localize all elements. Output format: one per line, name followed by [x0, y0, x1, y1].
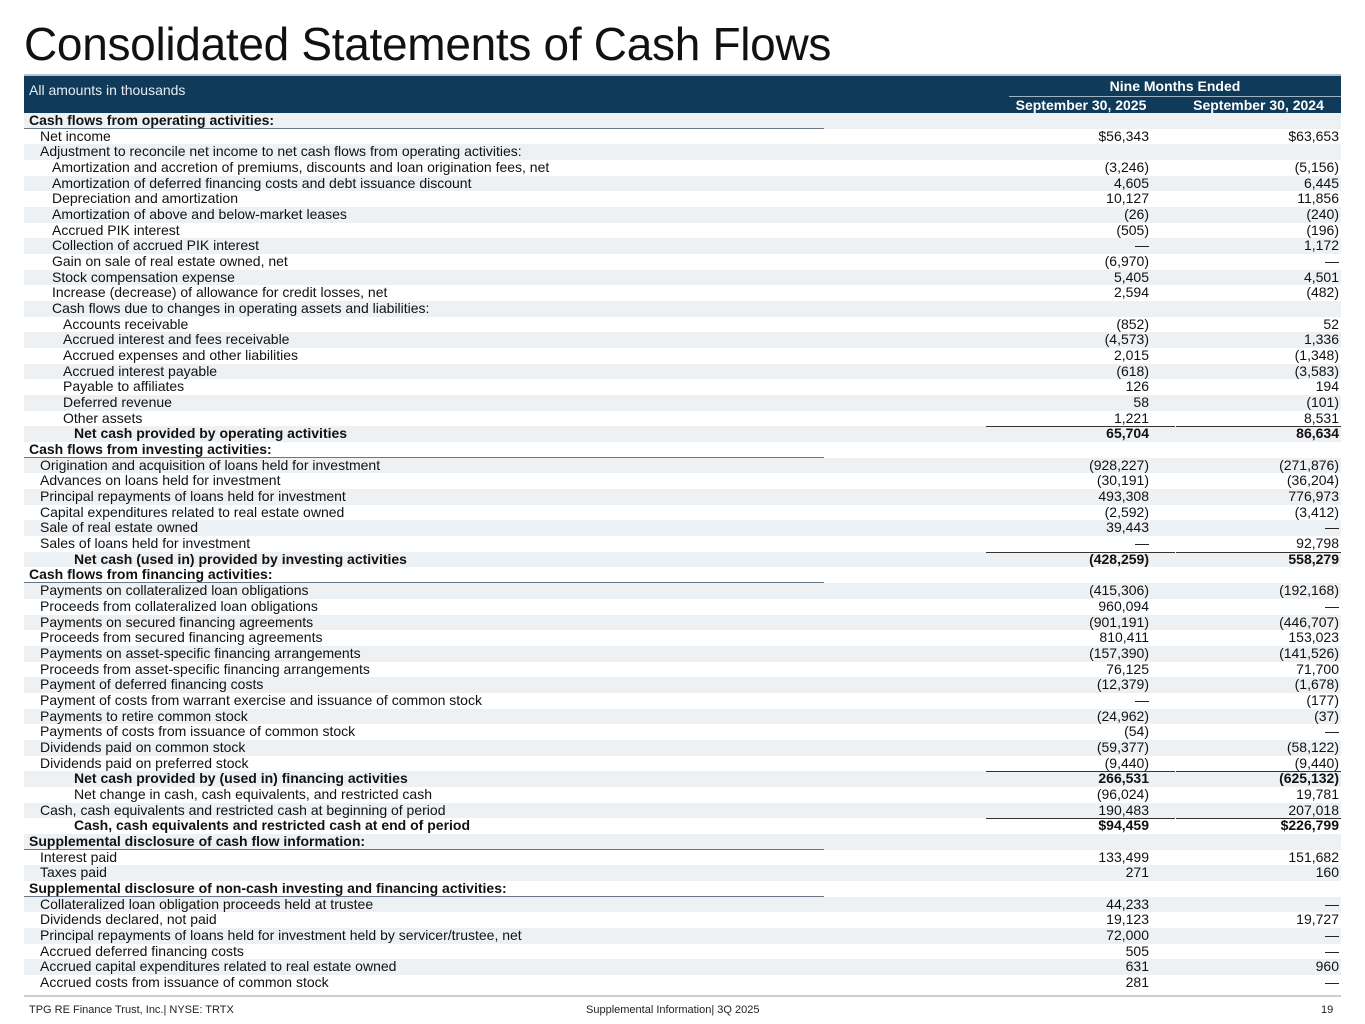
value-2025: (12,379) [1096, 676, 1149, 693]
table-row [24, 520, 1341, 536]
row-label: Cash flows from investing activities: [29, 441, 272, 458]
row-label: Proceeds from collateralized loan obligations [40, 597, 318, 614]
table-header [24, 74, 1341, 115]
value-2024: 71,700 [1296, 660, 1339, 677]
value-2025: (26) [1124, 206, 1149, 223]
value-2024: (192,168) [1279, 582, 1339, 599]
total-row [24, 426, 1341, 442]
value-2025: 126 [1125, 378, 1149, 395]
value-2025: (928,227) [1089, 456, 1149, 473]
row-label: Cash, cash equivalents and restricted cash at end of period [74, 817, 471, 834]
value-2024: (196) [1306, 221, 1339, 238]
value-2024: $63,653 [1288, 127, 1339, 144]
row-label: Taxes paid [40, 864, 107, 881]
row-label: Principal repayments of loans held for investment [40, 488, 346, 505]
table-row [24, 332, 1341, 348]
value-2025: 266,531 [986, 771, 1149, 787]
value-2024: 151,682 [1288, 848, 1339, 865]
table-row [24, 975, 1341, 991]
row-label: Net change in cash, cash equivalents, and restricted cash [74, 785, 432, 802]
row-label: Supplemental disclosure of non-cash investing and financing activities: [29, 879, 507, 896]
table-row [24, 724, 1341, 740]
value-2025: (157,390) [1089, 644, 1149, 661]
table-row [24, 317, 1341, 333]
row-label: Payments on secured financing agreements [40, 613, 314, 630]
table-row [24, 489, 1341, 505]
value-2025: (30,191) [1096, 472, 1149, 489]
row-label: Accrued interest and fees receivable [63, 331, 290, 348]
value-2024: 207,018 [1288, 801, 1339, 818]
value-2025: 810,411 [1099, 629, 1149, 646]
table-row [24, 740, 1341, 756]
table-row [24, 630, 1341, 646]
value-2025: 39,443 [1106, 519, 1149, 536]
row-label: Deferred revenue [63, 394, 172, 411]
table-row [24, 458, 1341, 474]
value-2025: 10,127 [1106, 190, 1149, 207]
value-2024: 52 [1323, 315, 1339, 332]
row-label: Payments on collateralized loan obligations [40, 582, 309, 599]
table-row [24, 803, 1341, 819]
table-row [24, 238, 1341, 254]
row-label: Capital expenditures related to real estate owned [40, 503, 345, 520]
table-row [24, 395, 1341, 411]
column-header-2025: September 30, 2025 [1015, 97, 1147, 113]
value-2025: 19,123 [1106, 911, 1149, 928]
value-2025: $56,343 [1098, 127, 1149, 144]
value-2024: (625,132) [1176, 771, 1339, 787]
value-2024: (3,412) [1294, 503, 1339, 520]
table-row [24, 160, 1341, 176]
row-label: Payment of deferred financing costs [40, 676, 264, 693]
footer-divider [24, 995, 1341, 997]
row-label: Net cash provided by (used in) financing activities [74, 770, 408, 787]
value-2024: (1,348) [1294, 347, 1339, 364]
row-label: Accounts receivable [63, 315, 189, 332]
section-header-row [24, 113, 1341, 129]
value-2024: 1,336 [1303, 331, 1339, 348]
value-2024: 6,445 [1303, 174, 1339, 191]
table-row [24, 599, 1341, 615]
table-row [24, 505, 1341, 521]
table-row [24, 583, 1341, 599]
value-2024: 86,634 [1176, 426, 1339, 442]
row-label: Origination and acquisition of loans held for investment [40, 456, 381, 473]
value-2025: (428,259) [986, 552, 1149, 568]
value-2024: 4,501 [1303, 268, 1339, 285]
value-2024: (58,122) [1286, 738, 1339, 755]
table-row [24, 677, 1341, 693]
value-2025: 44,233 [1106, 895, 1149, 912]
amounts-note: All amounts in thousands [29, 82, 186, 98]
value-2024: 19,727 [1296, 911, 1339, 928]
table-row [24, 301, 1341, 317]
value-2024: 92,798 [1296, 535, 1339, 552]
table-row [24, 912, 1341, 928]
row-label: Dividends paid on preferred stock [40, 754, 249, 771]
row-label: Proceeds from secured financing agreements [40, 629, 323, 646]
value-2024: 960 [1315, 958, 1339, 975]
value-2025: 190,483 [1098, 801, 1149, 818]
table-row [24, 223, 1341, 239]
page-title: Consolidated Statements of Cash Flows [24, 18, 832, 70]
row-label: Collection of accrued PIK interest [52, 237, 259, 254]
row-label: Dividends declared, not paid [40, 911, 217, 928]
value-2024: 11,856 [1297, 190, 1339, 207]
column-header-2024: September 30, 2024 [1193, 97, 1324, 113]
row-label: Cash flows from financing activities: [29, 566, 273, 583]
total-row [24, 552, 1341, 568]
value-2024: (240) [1306, 206, 1339, 223]
row-label: Cash flows due to changes in operating assets and liabilities: [52, 300, 430, 317]
value-2025: 271 [1125, 864, 1149, 881]
value-2024: — [1325, 597, 1339, 614]
value-2025: (9,440) [1104, 754, 1149, 771]
section-header-row [24, 881, 1341, 897]
value-2024: (1,678) [1294, 676, 1339, 693]
total-row [24, 771, 1341, 787]
table-row [24, 176, 1341, 192]
value-2025: 76,125 [1106, 660, 1149, 677]
value-2025: — [1135, 691, 1149, 708]
table-row [24, 709, 1341, 725]
table-row [24, 850, 1341, 866]
row-label: Dividends paid on common stock [40, 738, 246, 755]
value-2024: 776,973 [1288, 488, 1339, 505]
value-2024: (36,204) [1286, 472, 1339, 489]
row-label: Net cash (used in) provided by investing activities [74, 550, 407, 567]
row-label: Payment of costs from warrant exercise and issuance of common stock [40, 691, 482, 708]
value-2025: 960,094 [1098, 597, 1149, 614]
value-2024: 558,279 [1176, 552, 1339, 568]
value-2025: — [1135, 237, 1149, 254]
section-header-row [24, 442, 1341, 458]
row-label: Amortization of above and below-market leases [52, 206, 347, 223]
row-label: Payments to retire common stock [40, 707, 248, 724]
value-2025: (2,592) [1104, 503, 1149, 520]
table-row [24, 254, 1341, 270]
value-2025: 4,605 [1113, 174, 1149, 191]
cash-flow-table [24, 113, 1341, 991]
table-row [24, 191, 1341, 207]
table-row [24, 756, 1341, 772]
value-2025: (4,573) [1104, 331, 1149, 348]
row-label: Collateralized loan obligation proceeds held at trustee [40, 895, 374, 912]
table-row [24, 348, 1341, 364]
table-row [24, 928, 1341, 944]
row-label: Principal repayments of loans held for investment held by servicer/trustee, net [40, 926, 522, 943]
row-label: Depreciation and amortization [52, 190, 238, 207]
value-2024: 194 [1315, 378, 1339, 395]
value-2025: (6,970) [1104, 253, 1149, 270]
row-label: Amortization and accretion of premiums, discounts and loan origination fees, net [52, 159, 550, 176]
value-2025: — [1135, 535, 1149, 552]
row-label: Cash, cash equivalents and restricted cash at beginning of period [40, 801, 446, 818]
row-label: Accrued interest payable [63, 362, 218, 379]
table-row [24, 646, 1341, 662]
row-label: Cash flows from operating activities: [29, 112, 275, 128]
footer-company: TPG RE Finance Trust, Inc.| NYSE: TRTX [29, 1004, 234, 1016]
value-2024: — [1325, 942, 1339, 959]
row-label: Advances on loans held for investment [40, 472, 281, 489]
row-label: Supplemental disclosure of cash flow information: [29, 832, 366, 849]
value-2025: 65,704 [986, 426, 1149, 442]
period-group-header: Nine Months Ended [1109, 78, 1241, 94]
value-2025: (96,024) [1096, 785, 1149, 802]
row-label: Accrued PIK interest [52, 221, 180, 238]
value-2024: (9,440) [1294, 754, 1339, 771]
section-header-row [24, 834, 1341, 850]
value-2025: (54) [1124, 723, 1149, 740]
value-2025: 631 [1125, 958, 1149, 975]
value-2025: (618) [1116, 362, 1149, 379]
row-label: Net income [40, 127, 111, 144]
row-label: Accrued expenses and other liabilities [63, 347, 299, 364]
row-label: Net cash provided by operating activities [74, 425, 348, 442]
value-2024: — [1325, 895, 1339, 912]
table-row [24, 662, 1341, 678]
value-2025: (59,377) [1096, 738, 1149, 755]
table-row [24, 865, 1341, 881]
table-row [24, 615, 1341, 631]
value-2024: (101) [1306, 394, 1339, 411]
table-row [24, 536, 1341, 552]
value-2024: — [1325, 253, 1339, 270]
value-2024: 8,531 [1303, 409, 1339, 426]
row-label: Accrued capital expenditures related to real estate owned [40, 958, 397, 975]
row-label: Other assets [63, 409, 143, 426]
total-row [24, 818, 1341, 834]
value-2025: (415,306) [1089, 582, 1149, 599]
table-row [24, 364, 1341, 380]
row-label: Payable to affiliates [63, 378, 185, 395]
row-label: Sale of real estate owned [40, 519, 198, 536]
row-label: Accrued deferred financing costs [40, 942, 244, 959]
row-label: Sales of loans held for investment [40, 535, 251, 552]
row-label: Payments on asset-specific financing arrangements [40, 644, 361, 661]
value-2025: (24,962) [1096, 707, 1149, 724]
value-2024: (482) [1306, 284, 1339, 301]
row-label: Increase (decrease) of allowance for credit losses, net [52, 284, 388, 301]
footer-page-number: 19 [1321, 1004, 1334, 1016]
value-2024: — [1325, 926, 1339, 943]
value-2024: 160 [1315, 864, 1339, 881]
table-row [24, 897, 1341, 913]
value-2024: 1,172 [1303, 237, 1339, 254]
value-2024: (3,583) [1294, 362, 1339, 379]
value-2024: 19,781 [1296, 785, 1339, 802]
value-2024: — [1325, 973, 1339, 990]
value-2025: 281 [1125, 973, 1149, 990]
value-2025: (901,191) [1089, 613, 1149, 630]
row-label: Amortization of deferred financing costs and debt issuance discount [52, 174, 472, 191]
table-row [24, 693, 1341, 709]
value-2024: — [1325, 519, 1339, 536]
value-2025: 505 [1125, 942, 1149, 959]
value-2024: (141,526) [1279, 644, 1339, 661]
section-header-row [24, 567, 1341, 583]
value-2025: 5,405 [1113, 268, 1149, 285]
value-2024: $226,799 [1176, 818, 1339, 837]
value-2024: — [1325, 723, 1339, 740]
value-2025: 2,594 [1113, 284, 1149, 301]
footer-report: Supplemental Information| 3Q 2025 [586, 1004, 760, 1016]
table-row [24, 959, 1341, 975]
table-row [24, 285, 1341, 301]
value-2025: (852) [1116, 315, 1149, 332]
row-label: Stock compensation expense [52, 268, 235, 285]
value-2024: 153,023 [1288, 629, 1339, 646]
value-2025: 58 [1133, 394, 1149, 411]
row-label: Interest paid [40, 848, 118, 865]
table-row [24, 379, 1341, 395]
value-2024: (5,156) [1294, 159, 1339, 176]
value-2025: 1,221 [1113, 409, 1149, 426]
table-row [24, 207, 1341, 223]
row-label: Gain on sale of real estate owned, net [52, 253, 288, 270]
value-2025: 133,499 [1098, 848, 1149, 865]
row-label: Proceeds from asset-specific financing arrangements [40, 660, 370, 677]
row-label: Adjustment to reconcile net income to net cash flows from operating activities: [40, 143, 522, 160]
value-2024: (446,707) [1279, 613, 1339, 630]
table-row [24, 129, 1341, 145]
value-2024: (271,876) [1279, 456, 1339, 473]
table-row [24, 411, 1341, 427]
total-row [24, 787, 1341, 803]
table-row [24, 270, 1341, 286]
value-2025: $94,459 [986, 818, 1149, 837]
value-2025: (505) [1116, 221, 1149, 238]
row-label: Accrued costs from issuance of common stock [40, 973, 329, 990]
table-row [24, 144, 1341, 160]
row-label: Payments of costs from issuance of common stock [40, 723, 356, 740]
value-2025: 493,308 [1098, 488, 1149, 505]
value-2025: 72,000 [1106, 926, 1149, 943]
table-row [24, 944, 1341, 960]
value-2025: 2,015 [1113, 347, 1149, 364]
value-2024: (37) [1314, 707, 1339, 724]
value-2025: (3,246) [1104, 159, 1149, 176]
table-row [24, 473, 1341, 489]
value-2024: (177) [1306, 691, 1339, 708]
